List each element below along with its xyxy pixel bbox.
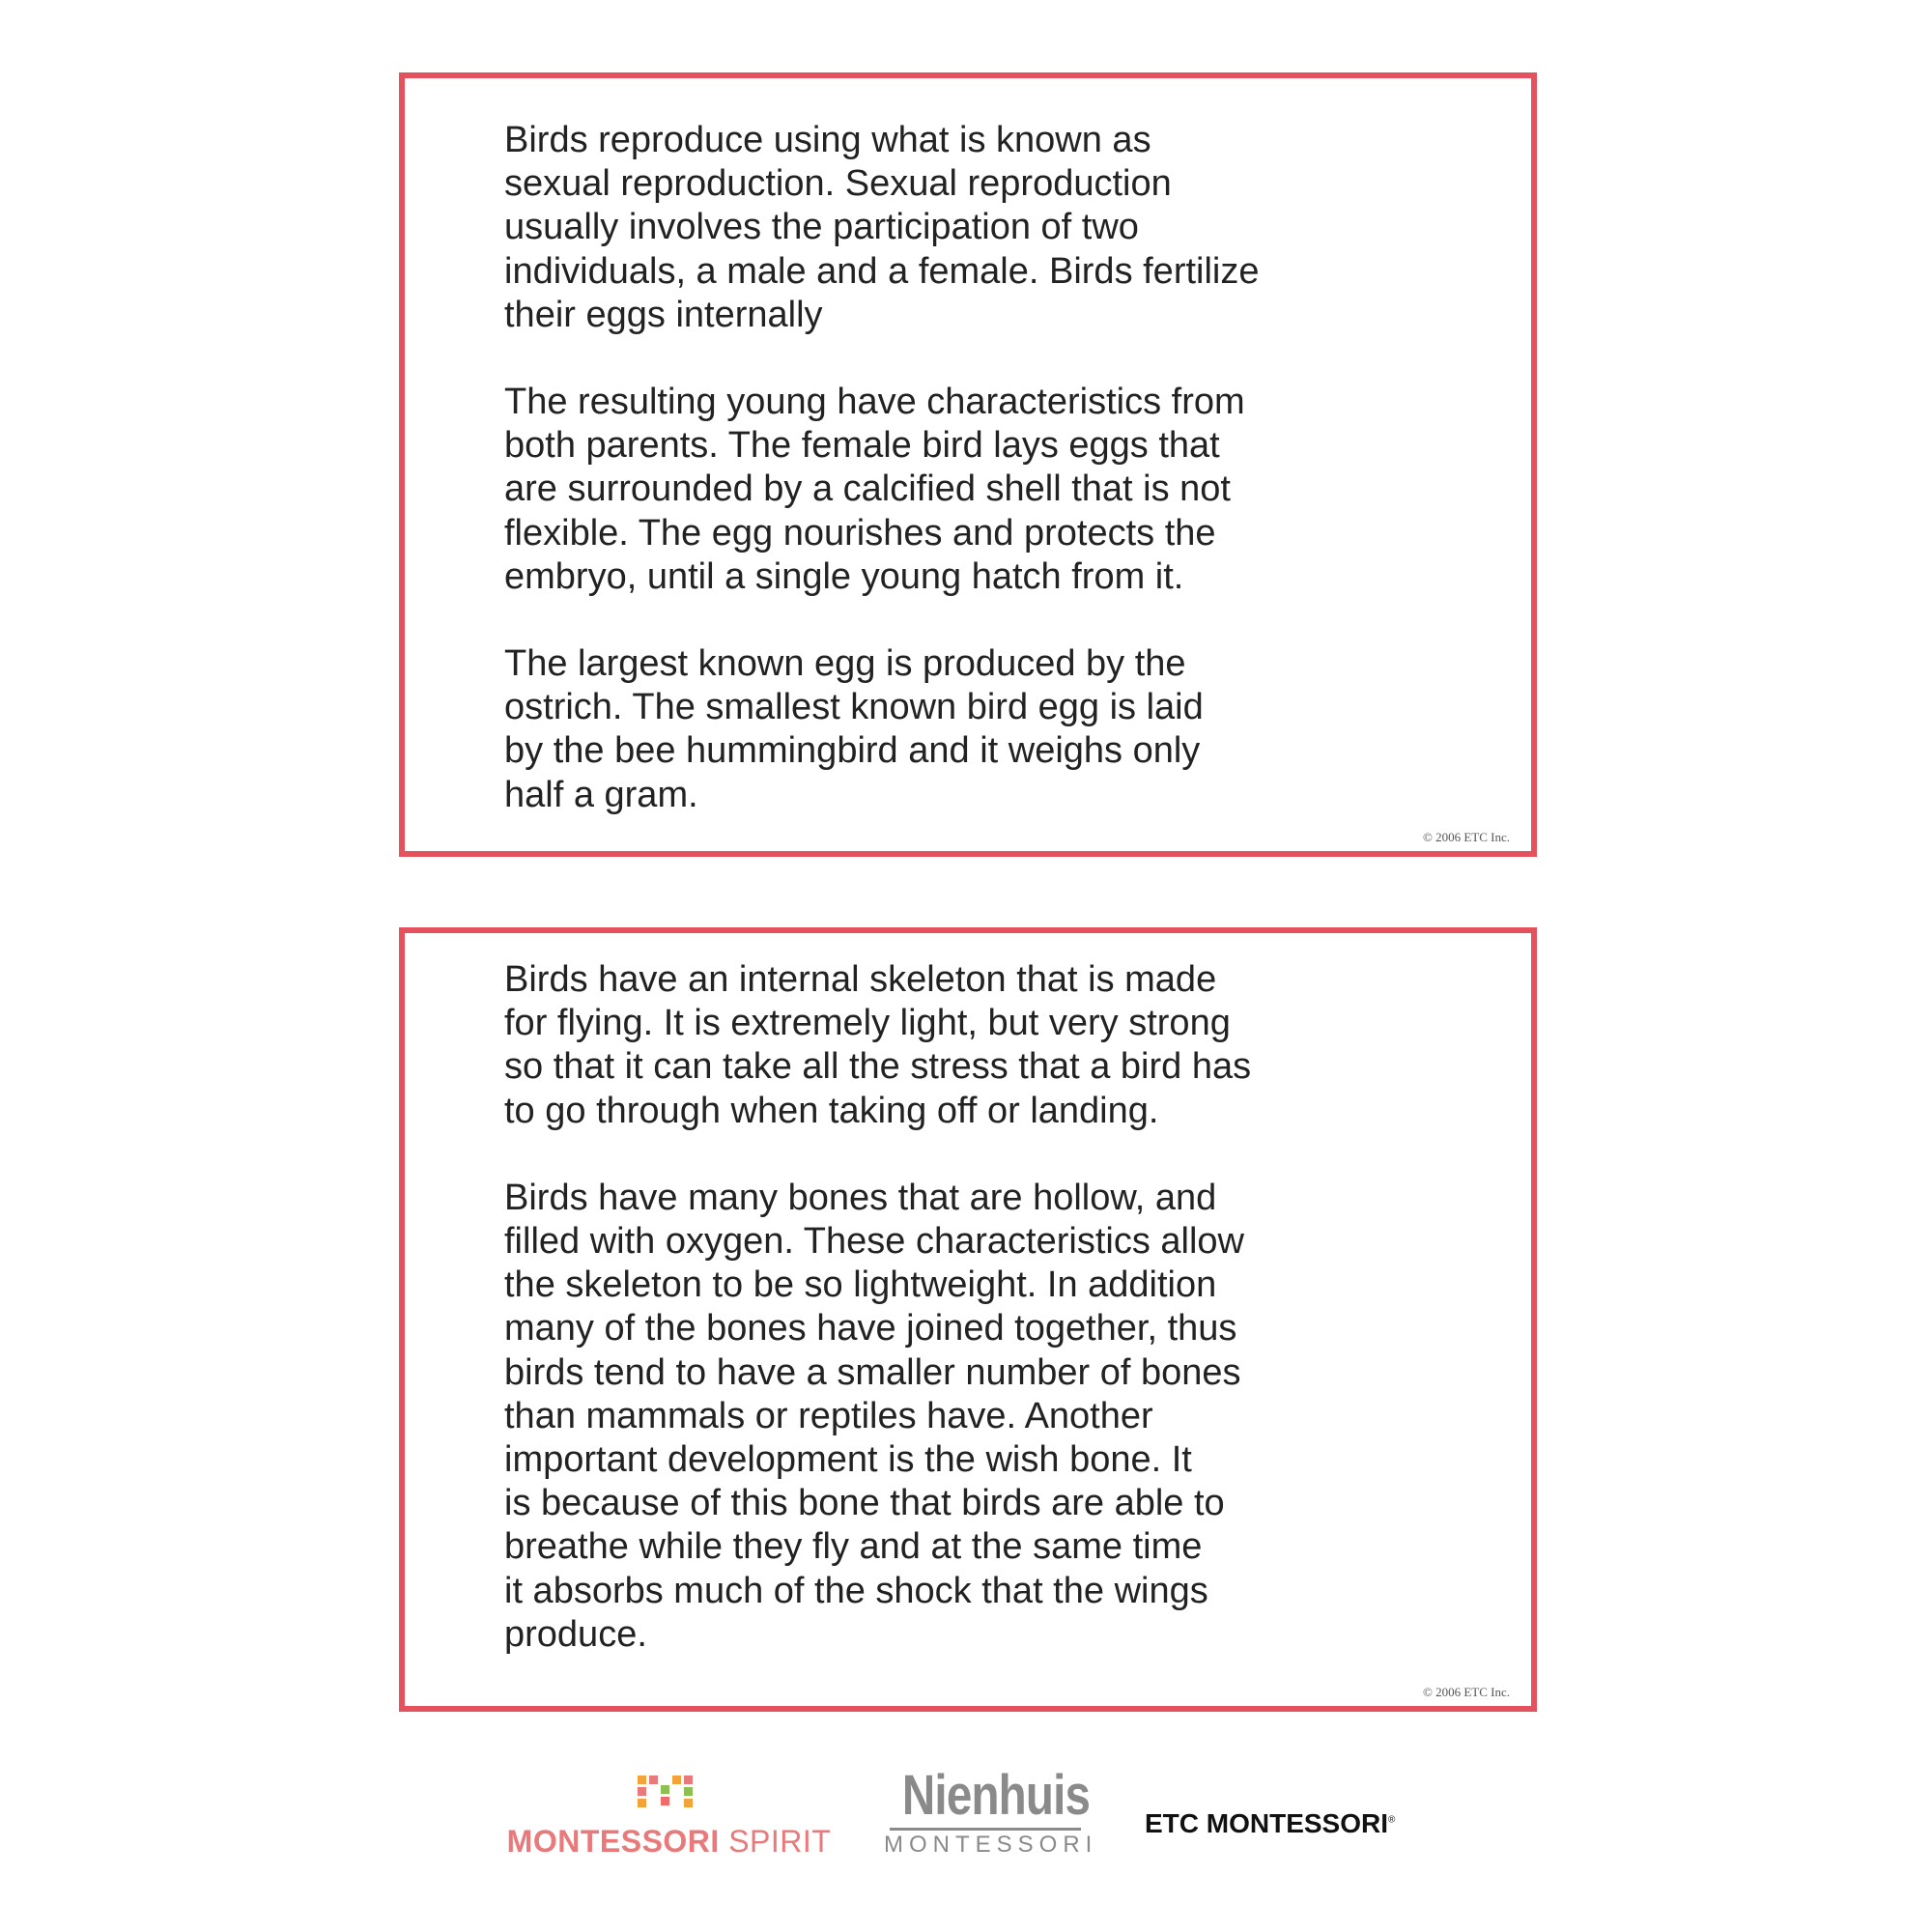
card-paragraph: Birds reproduce using what is known as sexual reproduction. Sexual reproduction usually involves the participation of two individuals, a male and a female. Birds fertilize their eggs internally [504, 120, 1260, 335]
card-paragraph: The largest known egg is produced by the ostrich. The smallest known bird egg is laid by the bee hummingbird and it weighs only half a gram. [504, 643, 1204, 815]
etc-montessori-logo: ETC MONTESSORI® [1145, 1808, 1396, 1838]
card-body [504, 119, 1480, 817]
nienhuis-wordmark: Nienhuis [901, 1764, 1091, 1827]
montessori-spirit-wordmark: MONTESSORI SPIRIT [506, 1824, 832, 1859]
brand-logos [0, 1764, 1932, 1874]
montessori-spirit-mark-icon [638, 1776, 705, 1819]
nienhuis-logo [884, 1764, 1098, 1864]
card-paragraph: Birds have many bones that are hollow, and filled with oxygen. These characteristics allow the skeleton to be so lightweight. In addition many of the bones have joined together, thus birds tend to have a smaller number of bones than mammals or reptiles have. Another important development is the wish bone. It is because of this bone that birds are able to breathe while they fly and at the same time it absorbs much of the shock that the wings produce. [504, 1177, 1244, 1655]
card-paragraph: The resulting young have characteristics from both parents. The female bird lays eggs that are surrounded by a calcified shell that is not flexible. The egg nourishes and protects the embryo, until a single young hatch from it. [504, 382, 1245, 597]
info-card-reproduction [399, 72, 1537, 857]
nienhuis-divider [890, 1828, 1081, 1831]
nienhuis-subtitle: MONTESSORI [884, 1832, 1098, 1858]
montessori-spirit-logo [502, 1776, 836, 1862]
card-body [504, 958, 1480, 1657]
info-card-skeleton [399, 927, 1537, 1712]
copyright-notice: © 2006 ETC Inc. [1422, 830, 1510, 844]
copyright-notice: © 2006 ETC Inc. [1422, 1685, 1510, 1699]
card-paragraph: Birds have an internal skeleton that is made for flying. It is extremely light, but very strong so that it can take all the stress that a bird has to go through when taking off or landing. [504, 959, 1252, 1131]
